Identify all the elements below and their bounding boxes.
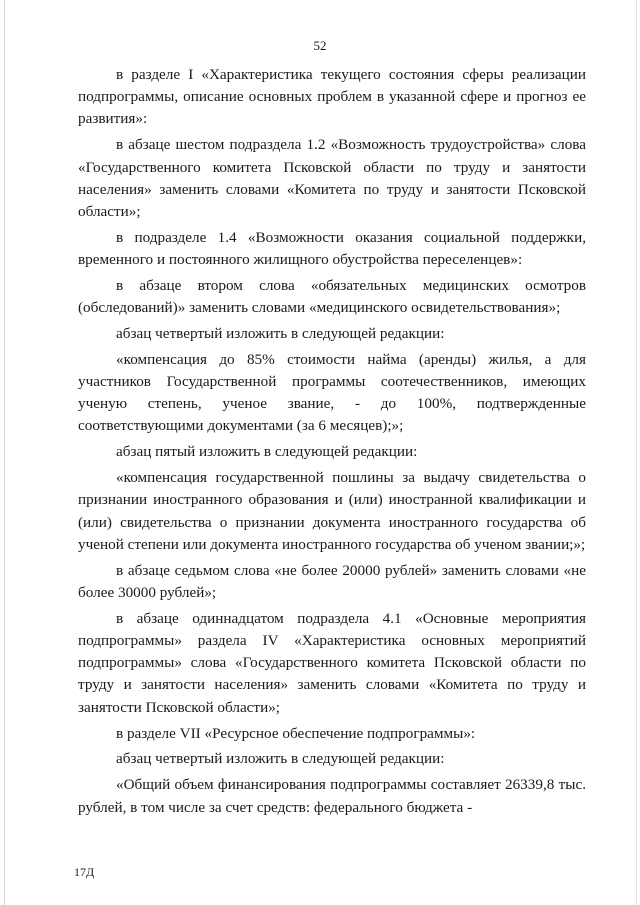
paragraph: в разделе VII «Ресурсное обеспечение подпрограммы»:	[116, 724, 476, 742]
paragraph: абзац четвертый изложить в следующей редакции:	[116, 750, 445, 768]
paragraph: в абзаце втором слова «обязательных медицинских осмотров (обследований)» заменить словами «медицинского освидетельствования»;	[78, 276, 586, 317]
paragraph: абзац четвертый изложить в следующей редакции:	[116, 324, 445, 342]
paragraph: абзац пятый изложить в следующей редакции:	[116, 443, 418, 461]
paragraph: «Общий объем финансирования подпрограммы составляет 26339,8 тыс. рублей, в том числе за счет средств: федерального бюджета -	[78, 776, 586, 816]
document-body	[78, 64, 586, 822]
paragraph: в абзаце одиннадцатом подраздела 4.1 «Основные мероприятия подпрограммы» раздела IV «Характеристика основных мероприятий подпрограммы» слова «Государственного комитета Псковской области по труду и занятости населения» заменить словами «Комитета по труду и занятости Псковской области»;	[78, 609, 586, 716]
paragraph: в разделе I «Характеристика текущего состояния сферы реализации подпрограммы, описание основных проблем в указанной сфере и прогноз ее развития»:	[78, 66, 586, 128]
paragraph: «компенсация государственной пошлины за выдачу свидетельства о признании иностранного образования и (или) иностранной квалификации и (или) свидетельства о признании документа иностранного государства об ученой степени или документа иностранного государства об ученом звании;»;	[78, 469, 586, 553]
footer-code: 17Д	[74, 865, 95, 879]
scan-edge-left	[4, 0, 5, 905]
paragraph: в абзаце шестом подраздела 1.2 «Возможность трудоустройства» слова «Государственного комитета Псковской области по труду и занятости населения» заменить словами «Комитета по труду и занятости Псковской области»;	[78, 136, 586, 220]
scan-edge-right	[636, 0, 637, 905]
paragraph: в подразделе 1.4 «Возможности оказания социальной поддержки, временного и постоянного жилищного обустройства переселенцев»:	[78, 228, 586, 268]
paragraph: в абзаце седьмом слова «не более 20000 рублей» заменить словами «не более 30000 рублей»;	[78, 561, 586, 601]
page-number: 52	[313, 38, 327, 53]
paragraph: «компенсация до 85% стоимости найма (аренды) жилья, а для участников Государственной программы соотечественников, имеющих ученую степень, ученое звание, - до 100%, подтвержденные соответствующими документами (за 6 месяцев);»;	[78, 350, 586, 435]
